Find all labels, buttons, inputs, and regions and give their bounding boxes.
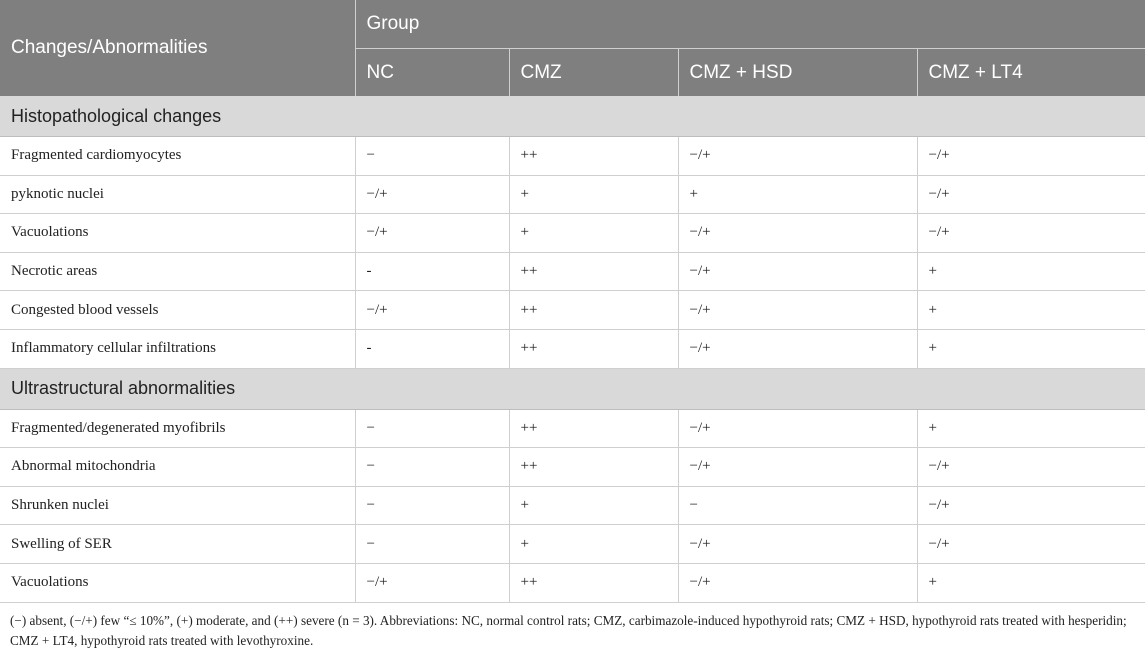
row-label: Shrunken nuclei [0,486,355,525]
cell-cmz-hsd: −/+ [678,252,917,291]
cell-cmz: ++ [509,252,678,291]
cell-nc: −/+ [355,291,509,330]
cell-cmz: + [509,175,678,214]
table-row [0,409,1145,448]
cell-nc: − [355,486,509,525]
row-label: Abnormal mitochondria [0,448,355,487]
cell-cmz: + [509,525,678,564]
header-nc: NC [355,49,509,97]
section-title-histopathological: Histopathological changes [0,96,1145,137]
cell-cmz-lt4: −/+ [917,175,1145,214]
cell-cmz-hsd: −/+ [678,525,917,564]
header-changes-abnormalities: Changes/Abnormalities [0,0,355,96]
cell-cmz-hsd: −/+ [678,409,917,448]
cell-cmz-lt4: + [917,409,1145,448]
cell-cmz: + [509,214,678,253]
section-row [0,96,1145,137]
cell-cmz-hsd: −/+ [678,563,917,602]
cell-cmz: ++ [509,409,678,448]
header-cmz-hsd: CMZ + HSD [678,49,917,97]
cell-cmz: + [509,486,678,525]
cell-nc: −/+ [355,563,509,602]
section-title-ultrastructural: Ultrastructural abnormalities [0,368,1145,409]
table-row [0,137,1145,176]
cell-cmz-lt4: −/+ [917,448,1145,487]
table-row [0,563,1145,602]
cell-nc: −/+ [355,214,509,253]
cell-nc: − [355,448,509,487]
cell-cmz-lt4: + [917,291,1145,330]
section-row [0,368,1145,409]
cell-cmz-hsd: −/+ [678,291,917,330]
table-row [0,252,1145,291]
table-row [0,448,1145,487]
cell-nc: - [355,252,509,291]
cell-cmz-lt4: −/+ [917,137,1145,176]
cell-cmz-hsd: −/+ [678,137,917,176]
row-label: pyknotic nuclei [0,175,355,214]
cell-cmz: ++ [509,329,678,368]
header-group: Group [355,0,1145,49]
cell-cmz-lt4: −/+ [917,214,1145,253]
cell-cmz: ++ [509,563,678,602]
cell-cmz: ++ [509,137,678,176]
cell-cmz-lt4: −/+ [917,525,1145,564]
row-label: Swelling of SER [0,525,355,564]
cell-nc: - [355,329,509,368]
header-cmz: CMZ [509,49,678,97]
header-cmz-lt4: CMZ + LT4 [917,49,1145,97]
table-row [0,329,1145,368]
cell-cmz-hsd: −/+ [678,329,917,368]
cell-cmz-lt4: + [917,252,1145,291]
cell-cmz: ++ [509,448,678,487]
table-row [0,214,1145,253]
table-row [0,291,1145,330]
table-footnote: (−) absent, (−/+) few “≤ 10%”, (+) moderate, and (++) severe (n = 3). Abbreviations: NC, normal control rats; CMZ, carbimazole-induced hypothyroid rats; CMZ + HSD, hypothyroid rats treated with hesperidin; CMZ + LT4, hypothyroid rats treated with levothyroxine. [10,612,1127,648]
cell-cmz-hsd: − [678,486,917,525]
row-label: Vacuolations [0,563,355,602]
cell-cmz-hsd: −/+ [678,448,917,487]
cell-nc: − [355,409,509,448]
cell-cmz: ++ [509,291,678,330]
table-row [0,175,1145,214]
row-label: Vacuolations [0,214,355,253]
cell-nc: − [355,525,509,564]
row-label: Inflammatory cellular infiltrations [0,329,355,368]
cell-cmz-lt4: + [917,329,1145,368]
cell-cmz-hsd: −/+ [678,214,917,253]
cell-cmz-hsd: + [678,175,917,214]
table-row [0,525,1145,564]
row-label: Fragmented/degenerated myofibrils [0,409,355,448]
cell-nc: − [355,137,509,176]
row-label: Congested blood vessels [0,291,355,330]
row-label: Fragmented cardiomyocytes [0,137,355,176]
cell-cmz-lt4: + [917,563,1145,602]
table-row [0,486,1145,525]
row-label: Necrotic areas [0,252,355,291]
cell-cmz-lt4: −/+ [917,486,1145,525]
cell-nc: −/+ [355,175,509,214]
